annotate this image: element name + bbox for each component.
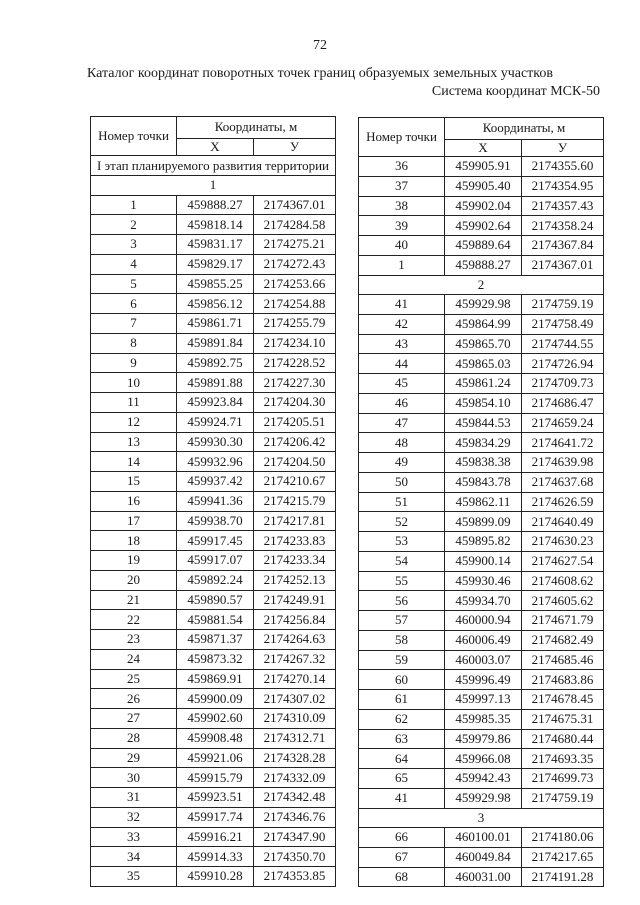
point-number-cell: 60 [359, 670, 445, 690]
table-row [359, 512, 604, 532]
table-row [359, 690, 604, 710]
point-number-cell: 27 [91, 709, 177, 729]
table-row [91, 570, 336, 590]
x-coordinate-cell: 459861.71 [177, 314, 254, 334]
y-coordinate-cell: 2174641.72 [522, 433, 604, 453]
table-row [91, 827, 336, 847]
table-row [359, 413, 604, 433]
point-number-cell: 40 [359, 236, 445, 256]
point-number-cell: 48 [359, 433, 445, 453]
table-row [359, 571, 604, 591]
table-row [91, 294, 336, 314]
table-row [91, 393, 336, 413]
x-coordinate-cell: 459844.53 [445, 413, 522, 433]
x-coordinate-cell: 459895.82 [445, 532, 522, 552]
table-row [359, 374, 604, 394]
point-number-cell: 1 [359, 255, 445, 275]
point-number-cell: 53 [359, 532, 445, 552]
table-row [91, 728, 336, 748]
y-coordinate-cell: 2174699.73 [522, 769, 604, 789]
y-coordinate-cell: 2174639.98 [522, 453, 604, 473]
point-number-cell: 54 [359, 551, 445, 571]
point-number-cell: 17 [91, 511, 177, 531]
x-coordinate-cell: 459881.54 [177, 610, 254, 630]
point-number-cell: 34 [91, 847, 177, 867]
point-number-cell: 59 [359, 650, 445, 670]
point-number-cell: 4 [91, 254, 177, 274]
y-coordinate-cell: 2174367.01 [522, 255, 604, 275]
x-coordinate-cell: 459892.75 [177, 353, 254, 373]
y-header: У [522, 139, 604, 156]
table-row [91, 847, 336, 867]
y-coordinate-cell: 2174228.52 [254, 353, 336, 373]
table-row [359, 433, 604, 453]
y-coordinate-cell: 2174759.19 [522, 788, 604, 808]
y-coordinate-cell: 2174217.81 [254, 511, 336, 531]
table-row [91, 215, 336, 235]
point-number-cell: 41 [359, 295, 445, 315]
point-number-cell: 32 [91, 807, 177, 827]
point-number-cell: 5 [91, 274, 177, 294]
table-row [91, 768, 336, 788]
table-row [359, 769, 604, 789]
x-coordinate-cell: 459873.32 [177, 649, 254, 669]
table-row [359, 788, 604, 808]
table-row [91, 788, 336, 808]
y-coordinate-cell: 2174685.46 [522, 650, 604, 670]
y-coordinate-cell: 2174204.50 [254, 452, 336, 472]
table-row [91, 274, 336, 294]
point-number-cell: 2 [91, 215, 177, 235]
x-coordinate-cell: 460031.00 [445, 867, 522, 887]
point-number-cell: 6 [91, 294, 177, 314]
y-coordinate-cell: 2174284.58 [254, 215, 336, 235]
x-coordinate-cell: 459997.13 [445, 690, 522, 710]
x-coordinate-cell: 459902.04 [445, 196, 522, 216]
y-coordinate-cell: 2174744.55 [522, 334, 604, 354]
x-coordinate-cell: 459905.40 [445, 176, 522, 196]
table-row [91, 472, 336, 492]
table-row [359, 216, 604, 236]
table-row [91, 511, 336, 531]
y-coordinate-cell: 2174205.51 [254, 412, 336, 432]
x-coordinate-cell: 459892.24 [177, 570, 254, 590]
right-coordinates-table [358, 117, 604, 887]
x-coordinate-cell: 459856.12 [177, 294, 254, 314]
stage-label: I этап планируемого развития территории [91, 156, 336, 176]
y-coordinate-cell: 2174693.35 [522, 749, 604, 769]
table-row [91, 412, 336, 432]
table-row [91, 333, 336, 353]
point-number-cell: 8 [91, 333, 177, 353]
x-coordinate-cell: 459831.17 [177, 235, 254, 255]
y-coordinate-cell: 2174659.24 [522, 413, 604, 433]
table-row [359, 314, 604, 334]
x-coordinate-cell: 459914.33 [177, 847, 254, 867]
x-coordinate-cell: 459818.14 [177, 215, 254, 235]
point-number-cell: 14 [91, 452, 177, 472]
x-coordinate-cell: 459910.28 [177, 867, 254, 887]
y-coordinate-cell: 2174233.83 [254, 531, 336, 551]
x-coordinate-cell: 459932.96 [177, 452, 254, 472]
y-coordinate-cell: 2174350.70 [254, 847, 336, 867]
section-number: 2 [359, 275, 604, 295]
x-coordinate-cell: 459855.25 [177, 274, 254, 294]
y-coordinate-cell: 2174256.84 [254, 610, 336, 630]
table-row [359, 295, 604, 315]
point-number-cell: 66 [359, 828, 445, 848]
y-header: У [254, 138, 336, 155]
table-row [91, 709, 336, 729]
y-coordinate-cell: 2174347.90 [254, 827, 336, 847]
point-number-cell: 50 [359, 472, 445, 492]
point-number-cell: 18 [91, 531, 177, 551]
point-number-cell: 64 [359, 749, 445, 769]
table-row [359, 729, 604, 749]
x-coordinate-cell: 459979.86 [445, 729, 522, 749]
point-number-cell: 68 [359, 867, 445, 887]
x-coordinate-cell: 459834.29 [445, 433, 522, 453]
y-coordinate-cell: 2174367.01 [254, 195, 336, 215]
y-coordinate-cell: 2174346.76 [254, 807, 336, 827]
table-row [359, 196, 604, 216]
y-coordinate-cell: 2174204.30 [254, 393, 336, 413]
point-number-cell: 52 [359, 512, 445, 532]
table-row [359, 157, 604, 177]
x-coordinate-cell: 459862.11 [445, 492, 522, 512]
y-coordinate-cell: 2174640.49 [522, 512, 604, 532]
y-coordinate-cell: 2174354.95 [522, 176, 604, 196]
point-number-cell: 39 [359, 216, 445, 236]
y-coordinate-cell: 2174180.06 [522, 828, 604, 848]
coordinate-system-label: Система координат МСК-50 [431, 84, 600, 99]
x-coordinate-cell: 459942.43 [445, 769, 522, 789]
x-coordinate-cell: 459900.09 [177, 689, 254, 709]
x-coordinate-cell: 459864.99 [445, 314, 522, 334]
point-number-cell: 15 [91, 472, 177, 492]
table-row [359, 453, 604, 473]
y-coordinate-cell: 2174626.59 [522, 492, 604, 512]
y-coordinate-cell: 2174682.49 [522, 630, 604, 650]
x-coordinate-cell: 459930.46 [445, 571, 522, 591]
left-coordinates-table [90, 116, 336, 887]
y-coordinate-cell: 2174726.94 [522, 354, 604, 374]
x-coordinate-cell: 459917.45 [177, 531, 254, 551]
point-number-cell: 65 [359, 769, 445, 789]
section-number: 3 [359, 808, 604, 828]
x-coordinate-cell: 459908.48 [177, 728, 254, 748]
table-row [91, 669, 336, 689]
point-number-cell: 62 [359, 709, 445, 729]
table-row [91, 649, 336, 669]
x-coordinate-cell: 459937.42 [177, 472, 254, 492]
point-number-cell: 9 [91, 353, 177, 373]
table-row [91, 867, 336, 887]
y-coordinate-cell: 2174328.28 [254, 748, 336, 768]
y-coordinate-cell: 2174357.43 [522, 196, 604, 216]
table-row [359, 532, 604, 552]
table-row [359, 611, 604, 631]
table-row [359, 236, 604, 256]
point-number-cell: 19 [91, 551, 177, 571]
x-coordinate-cell: 459838.38 [445, 453, 522, 473]
x-coordinate-cell: 459829.17 [177, 254, 254, 274]
table-row [91, 807, 336, 827]
x-coordinate-cell: 459902.60 [177, 709, 254, 729]
x-coordinate-cell: 459934.70 [445, 591, 522, 611]
x-coordinate-cell: 460003.07 [445, 650, 522, 670]
x-coordinate-cell: 459921.06 [177, 748, 254, 768]
point-number-cell: 35 [91, 867, 177, 887]
y-coordinate-cell: 2174683.86 [522, 670, 604, 690]
point-number-cell: 7 [91, 314, 177, 334]
point-number-cell: 33 [91, 827, 177, 847]
x-coordinate-cell: 459871.37 [177, 630, 254, 650]
point-number-cell: 43 [359, 334, 445, 354]
y-coordinate-cell: 2174255.79 [254, 314, 336, 334]
point-number-cell: 28 [91, 728, 177, 748]
x-coordinate-cell: 459869.91 [177, 669, 254, 689]
point-number-cell: 67 [359, 847, 445, 867]
page-number: 72 [313, 38, 327, 53]
x-coordinate-cell: 459996.49 [445, 670, 522, 690]
point-number-cell: 46 [359, 393, 445, 413]
y-coordinate-cell: 2174358.24 [522, 216, 604, 236]
table-row [91, 551, 336, 571]
x-coordinate-cell: 459899.09 [445, 512, 522, 532]
y-coordinate-cell: 2174758.49 [522, 314, 604, 334]
x-coordinate-cell: 459966.08 [445, 749, 522, 769]
section-number: 1 [91, 176, 336, 196]
table-row [91, 610, 336, 630]
x-coordinate-cell: 459929.98 [445, 788, 522, 808]
x-coordinate-cell: 459888.27 [177, 195, 254, 215]
table-row [91, 353, 336, 373]
point-number-cell: 29 [91, 748, 177, 768]
table-row [359, 670, 604, 690]
table-row [91, 630, 336, 650]
x-coordinate-cell: 459917.74 [177, 807, 254, 827]
point-number-cell: 24 [91, 649, 177, 669]
point-number-cell: 58 [359, 630, 445, 650]
y-coordinate-cell: 2174191.28 [522, 867, 604, 887]
table-row [91, 373, 336, 393]
point-number-cell: 31 [91, 788, 177, 808]
y-coordinate-cell: 2174759.19 [522, 295, 604, 315]
x-coordinate-cell: 459891.84 [177, 333, 254, 353]
point-number-cell: 21 [91, 590, 177, 610]
point-number-cell: 26 [91, 689, 177, 709]
table-row [91, 590, 336, 610]
table-row [359, 176, 604, 196]
point-number-cell: 11 [91, 393, 177, 413]
point-number-cell: 56 [359, 591, 445, 611]
point-number-cell: 57 [359, 611, 445, 631]
coordinates-header: Координаты, м [445, 118, 604, 140]
y-coordinate-cell: 2174353.85 [254, 867, 336, 887]
point-number-cell: 13 [91, 432, 177, 452]
x-coordinate-cell: 459854.10 [445, 393, 522, 413]
y-coordinate-cell: 2174270.14 [254, 669, 336, 689]
table-row [91, 531, 336, 551]
point-number-cell: 23 [91, 630, 177, 650]
point-number-cell: 16 [91, 491, 177, 511]
y-coordinate-cell: 2174709.73 [522, 374, 604, 394]
table-row [359, 551, 604, 571]
y-coordinate-cell: 2174267.32 [254, 649, 336, 669]
point-number-cell: 63 [359, 729, 445, 749]
table-row [91, 432, 336, 452]
x-coordinate-cell: 460100.01 [445, 828, 522, 848]
y-coordinate-cell: 2174675.31 [522, 709, 604, 729]
table-row [359, 393, 604, 413]
table-row [359, 334, 604, 354]
point-number-cell: 61 [359, 690, 445, 710]
point-number-cell: 41 [359, 788, 445, 808]
point-number-cell: 22 [91, 610, 177, 630]
table-row [359, 828, 604, 848]
x-coordinate-cell: 459865.70 [445, 334, 522, 354]
y-coordinate-cell: 2174206.42 [254, 432, 336, 452]
y-coordinate-cell: 2174367.84 [522, 236, 604, 256]
y-coordinate-cell: 2174275.21 [254, 235, 336, 255]
x-coordinate-cell: 459917.07 [177, 551, 254, 571]
table-row [91, 314, 336, 334]
y-coordinate-cell: 2174342.48 [254, 788, 336, 808]
y-coordinate-cell: 2174227.30 [254, 373, 336, 393]
point-number-cell: 36 [359, 157, 445, 177]
y-coordinate-cell: 2174234.10 [254, 333, 336, 353]
point-number-cell: 38 [359, 196, 445, 216]
point-number-cell: 30 [91, 768, 177, 788]
point-number-cell: 20 [91, 570, 177, 590]
y-coordinate-cell: 2174310.09 [254, 709, 336, 729]
x-coordinate-cell: 459915.79 [177, 768, 254, 788]
point-number-cell: 42 [359, 314, 445, 334]
y-coordinate-cell: 2174249.91 [254, 590, 336, 610]
table-row [359, 709, 604, 729]
x-coordinate-cell: 459941.36 [177, 491, 254, 511]
y-coordinate-cell: 2174332.09 [254, 768, 336, 788]
y-coordinate-cell: 2174627.54 [522, 551, 604, 571]
table-row [91, 452, 336, 472]
x-coordinate-cell: 459924.71 [177, 412, 254, 432]
x-coordinate-cell: 459890.57 [177, 590, 254, 610]
table-row [359, 472, 604, 492]
coordinates-header: Координаты, м [177, 117, 336, 139]
y-coordinate-cell: 2174215.79 [254, 491, 336, 511]
x-coordinate-cell: 459861.24 [445, 374, 522, 394]
y-coordinate-cell: 2174355.60 [522, 157, 604, 177]
point-number-header: Номер точки [91, 117, 177, 156]
y-coordinate-cell: 2174678.45 [522, 690, 604, 710]
x-header: X [445, 139, 522, 156]
y-coordinate-cell: 2174630.23 [522, 532, 604, 552]
x-coordinate-cell: 460006.49 [445, 630, 522, 650]
x-coordinate-cell: 460049.84 [445, 847, 522, 867]
x-coordinate-cell: 459888.27 [445, 255, 522, 275]
x-coordinate-cell: 459930.30 [177, 432, 254, 452]
x-coordinate-cell: 459929.98 [445, 295, 522, 315]
table-row [359, 354, 604, 374]
point-number-cell: 44 [359, 354, 445, 374]
y-coordinate-cell: 2174210.67 [254, 472, 336, 492]
point-number-cell: 45 [359, 374, 445, 394]
x-coordinate-cell: 459865.03 [445, 354, 522, 374]
x-coordinate-cell: 459843.78 [445, 472, 522, 492]
table-row [91, 748, 336, 768]
table-row [91, 235, 336, 255]
point-number-cell: 12 [91, 412, 177, 432]
y-coordinate-cell: 2174252.13 [254, 570, 336, 590]
table-row [359, 630, 604, 650]
y-coordinate-cell: 2174637.68 [522, 472, 604, 492]
point-number-cell: 1 [91, 195, 177, 215]
y-coordinate-cell: 2174217.65 [522, 847, 604, 867]
table-row [359, 255, 604, 275]
y-coordinate-cell: 2174253.66 [254, 274, 336, 294]
x-coordinate-cell: 459916.21 [177, 827, 254, 847]
point-number-cell: 51 [359, 492, 445, 512]
point-number-cell: 3 [91, 235, 177, 255]
x-coordinate-cell: 459902.64 [445, 216, 522, 236]
y-coordinate-cell: 2174608.62 [522, 571, 604, 591]
point-number-cell: 25 [91, 669, 177, 689]
table-row [359, 749, 604, 769]
table-row [359, 591, 604, 611]
y-coordinate-cell: 2174671.79 [522, 611, 604, 631]
x-coordinate-cell: 459900.14 [445, 551, 522, 571]
y-coordinate-cell: 2174233.34 [254, 551, 336, 571]
y-coordinate-cell: 2174605.62 [522, 591, 604, 611]
y-coordinate-cell: 2174272.43 [254, 254, 336, 274]
table-row [359, 867, 604, 887]
table-row [91, 195, 336, 215]
x-coordinate-cell: 459938.70 [177, 511, 254, 531]
y-coordinate-cell: 2174312.71 [254, 728, 336, 748]
x-coordinate-cell: 459905.91 [445, 157, 522, 177]
point-number-header: Номер точки [359, 118, 445, 157]
document-title: Каталог координат поворотных точек границ образуемых земельных участков [87, 66, 553, 81]
y-coordinate-cell: 2174680.44 [522, 729, 604, 749]
table-row [359, 650, 604, 670]
x-coordinate-cell: 459891.88 [177, 373, 254, 393]
y-coordinate-cell: 2174254.88 [254, 294, 336, 314]
x-coordinate-cell: 459923.84 [177, 393, 254, 413]
x-header: X [177, 138, 254, 155]
x-coordinate-cell: 460000.94 [445, 611, 522, 631]
y-coordinate-cell: 2174686.47 [522, 393, 604, 413]
y-coordinate-cell: 2174307.02 [254, 689, 336, 709]
table-row [359, 492, 604, 512]
point-number-cell: 49 [359, 453, 445, 473]
point-number-cell: 47 [359, 413, 445, 433]
x-coordinate-cell: 459923.51 [177, 788, 254, 808]
point-number-cell: 55 [359, 571, 445, 591]
y-coordinate-cell: 2174264.63 [254, 630, 336, 650]
table-row [91, 254, 336, 274]
point-number-cell: 10 [91, 373, 177, 393]
table-row [91, 491, 336, 511]
point-number-cell: 37 [359, 176, 445, 196]
table-row [359, 847, 604, 867]
x-coordinate-cell: 459889.64 [445, 236, 522, 256]
table-row [91, 689, 336, 709]
x-coordinate-cell: 459985.35 [445, 709, 522, 729]
